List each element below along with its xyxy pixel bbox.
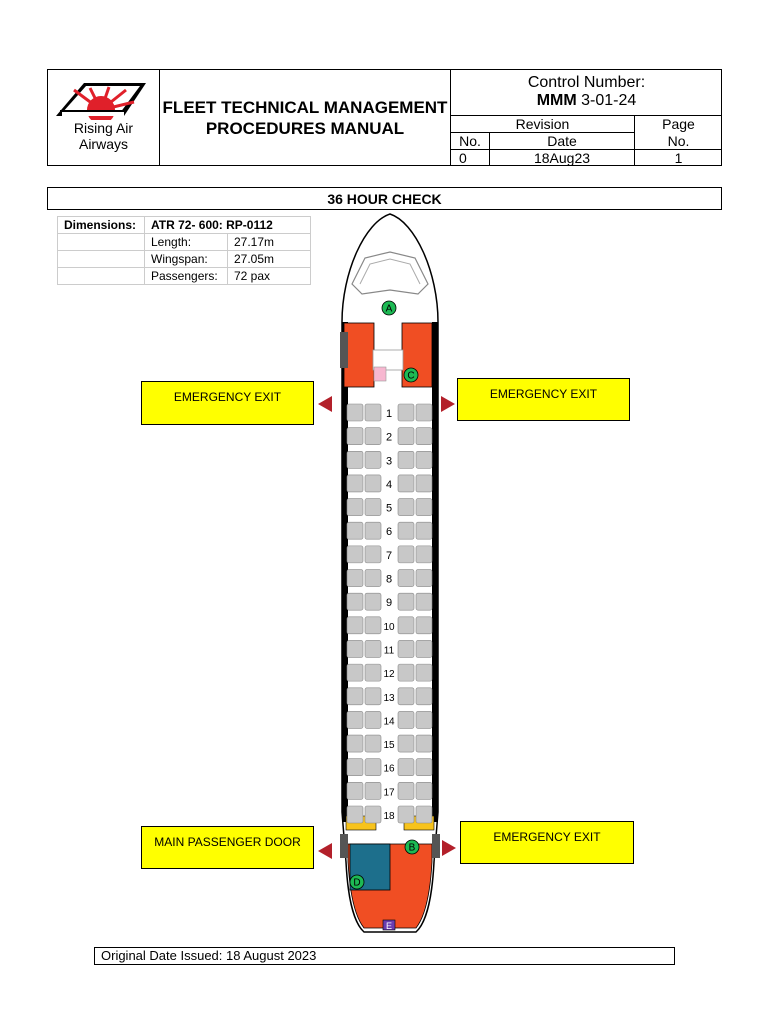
row-number: 12 — [383, 669, 395, 681]
seat — [416, 664, 432, 681]
check-title: 36 HOUR CHECK — [47, 187, 722, 210]
seat — [365, 735, 381, 752]
emergency-exit-front-right-callout: EMERGENCY EXIT — [457, 378, 630, 421]
seat — [416, 475, 432, 492]
row-number: 16 — [383, 763, 395, 775]
seat — [365, 404, 381, 421]
dim-value: 27.05m — [228, 251, 311, 268]
seat — [416, 546, 432, 563]
page-label: Page — [662, 116, 695, 132]
company-name: Rising Air Airways — [73, 120, 134, 152]
dim-value: 27.17m — [228, 234, 311, 251]
row-number: 17 — [383, 787, 395, 799]
marker-B: B — [408, 842, 416, 854]
main-door — [340, 834, 348, 858]
control-number-label: Control Number: — [527, 74, 646, 91]
seat — [398, 428, 414, 445]
seat — [398, 735, 414, 752]
table-row — [58, 251, 311, 268]
seat — [416, 617, 432, 634]
seat — [347, 499, 363, 516]
seat — [365, 806, 381, 823]
original-date-issued: Original Date Issued: 18 August 2023 — [94, 947, 675, 965]
row-number: 15 — [383, 740, 395, 752]
marker-D: D — [353, 877, 361, 889]
dim-name: Length: — [145, 234, 228, 251]
seat — [365, 593, 381, 610]
seat — [416, 428, 432, 445]
control-prefix: MMM — [536, 92, 577, 109]
rising-air-logo — [54, 80, 150, 120]
rear-service-door — [432, 834, 440, 858]
seat — [365, 499, 381, 516]
front-door — [340, 332, 348, 368]
date-label: Date — [547, 133, 577, 149]
seat — [347, 475, 363, 492]
aircraft-model: ATR 72- 600: RP-0112 — [145, 217, 311, 234]
manual-title: FLEET TECHNICAL MANAGEMENT PROCEDURES MANUAL — [162, 97, 448, 138]
rev-no-label: No. — [459, 133, 481, 149]
dimensions-table — [57, 216, 311, 285]
page-no-value: 1 — [674, 149, 683, 166]
row-number: 2 — [385, 431, 393, 444]
seat — [347, 593, 363, 610]
seat — [347, 404, 363, 421]
seat — [347, 570, 363, 587]
row-number: 5 — [385, 502, 393, 515]
seat — [347, 546, 363, 563]
seat — [416, 688, 432, 705]
seat — [347, 735, 363, 752]
seat — [416, 759, 432, 776]
seat — [398, 759, 414, 776]
marker-A: A — [385, 303, 393, 315]
seat — [416, 711, 432, 728]
seat — [365, 782, 381, 799]
marker-E: E — [385, 921, 393, 931]
rev-no-value: 0 — [459, 149, 467, 166]
dim-name: Wingspan: — [145, 251, 228, 268]
front-galley-left — [344, 323, 374, 387]
seat — [398, 546, 414, 563]
row-number: 8 — [385, 573, 393, 586]
seat — [416, 570, 432, 587]
seat — [416, 593, 432, 610]
seat — [398, 782, 414, 799]
seat — [416, 404, 432, 421]
row-number: 11 — [383, 645, 395, 657]
row-number: 10 — [383, 621, 395, 633]
table-row — [58, 234, 311, 251]
seat — [365, 711, 381, 728]
row-number: 1 — [385, 408, 393, 420]
seat — [365, 664, 381, 681]
seat — [398, 451, 414, 468]
seat — [416, 522, 432, 539]
emergency-exit-front-left-callout: EMERGENCY EXIT — [141, 381, 314, 425]
seat — [365, 475, 381, 492]
page-no-label: No. — [667, 132, 690, 149]
emergency-exit-rear-right-callout: EMERGENCY EXIT — [460, 821, 634, 864]
seat — [416, 806, 432, 823]
seat — [365, 451, 381, 468]
row-number: 13 — [383, 692, 395, 704]
seat — [365, 428, 381, 445]
seat — [416, 735, 432, 752]
dimensions-label: Dimensions: — [58, 217, 145, 234]
seat — [398, 617, 414, 634]
lavatory-icon — [374, 367, 386, 381]
row-number: 3 — [385, 455, 393, 468]
seat — [365, 546, 381, 563]
seat — [347, 451, 363, 468]
seat — [398, 593, 414, 610]
table-row — [58, 268, 311, 285]
seat — [398, 711, 414, 728]
seat — [365, 617, 381, 634]
seat — [416, 782, 432, 799]
aircraft-seat-map — [330, 212, 450, 938]
seat — [416, 451, 432, 468]
dim-name: Passengers: — [145, 268, 228, 285]
marker-C: C — [407, 370, 415, 382]
seat — [347, 806, 363, 823]
seat — [347, 782, 363, 799]
seat — [347, 688, 363, 705]
seat — [365, 522, 381, 539]
seat — [347, 711, 363, 728]
control-number — [451, 90, 722, 112]
seat — [398, 499, 414, 516]
main-passenger-door-callout: MAIN PASSENGER DOOR — [141, 826, 314, 869]
row-number: 18 — [383, 811, 395, 822]
seat — [347, 759, 363, 776]
seat — [398, 806, 414, 823]
seat — [365, 759, 381, 776]
seat — [416, 499, 432, 516]
seat — [365, 570, 381, 587]
seat — [416, 640, 432, 657]
seat — [365, 688, 381, 705]
control-number-value: 3-01-24 — [581, 92, 637, 109]
row-number: 9 — [385, 597, 393, 610]
seat — [347, 640, 363, 657]
row-number: 6 — [385, 526, 393, 539]
row-number: 4 — [385, 478, 393, 491]
seat — [398, 688, 414, 705]
row-number: 14 — [383, 716, 395, 728]
seat — [365, 640, 381, 657]
revision-label: Revision — [515, 116, 570, 132]
seat — [398, 664, 414, 681]
seat — [347, 617, 363, 634]
seat — [398, 404, 414, 421]
rev-date-value: 18Aug23 — [533, 149, 591, 166]
seat — [347, 664, 363, 681]
seat — [398, 570, 414, 587]
seat — [398, 640, 414, 657]
seat — [398, 522, 414, 539]
dim-value: 72 pax — [228, 268, 311, 285]
document-header — [47, 69, 722, 166]
seat — [347, 522, 363, 539]
seat — [347, 428, 363, 445]
seat — [398, 475, 414, 492]
row-number: 7 — [385, 549, 393, 562]
right-wall — [432, 322, 438, 822]
